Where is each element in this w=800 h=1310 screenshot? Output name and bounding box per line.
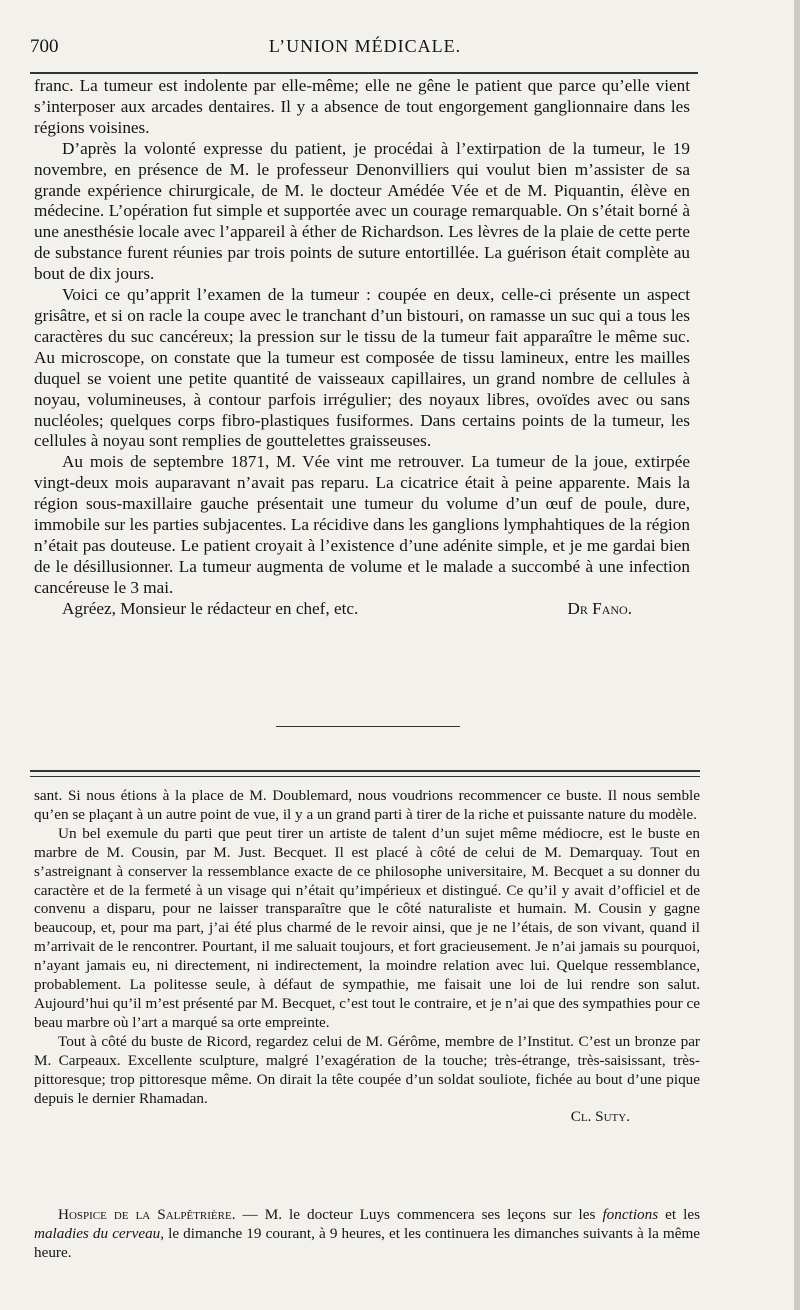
header-rule [30,72,698,74]
feuilleton-rule [30,770,700,777]
author-signature: Dr Fano. [567,598,632,618]
article-body [34,76,690,620]
announcement-italic: fonctions [602,1206,659,1223]
article-paragraph: franc. La tumeur est indolente par elle-même; elle ne gêne le patient que parce qu’elle vient s’interposer aux arcades dentaires. Il y a absence de tout engorgement ganglionnaire dans les régions voisines. [34,76,690,137]
closing-line: Agréez, Monsieur le rédacteur en chef, etc. [62,598,359,618]
feuilleton-paragraph: Tout à côté du buste de Ricord, regardez celui de M. Gérôme, membre de l’Institut. C’est un bronze par M. Carpeaux. Excellente sculpture, malgré l’exagération de la touche; très-étrange, très-saisissant, très-pittoresque; trop pittoresque même. On dirait la tête coupée d’un soldat souliote, fichée au bout d’une pique depuis le dernier Rhamadan. [34,1032,700,1107]
feuilleton-paragraph: sant. Si nous étions à la place de M. Doublemard, nous voudrions recommencer ce buste. Il nous semble qu’en se plaçant à un autre point de vue, il y a un grand parti à tirer de la riche et puissante nature du modèle. [34,787,700,823]
page-number: 700 [30,36,59,57]
running-title: L’UNION MÉDICALE. [268,36,462,56]
page-edge [794,0,800,1310]
feuilleton-signature: Cl. Suty. [570,1108,630,1126]
announcement-heading: Hospice de la Salpêtrière. [58,1206,236,1223]
announcement-text: et les [658,1206,701,1223]
article-signoff [34,599,690,620]
section-divider [276,726,460,727]
feuilleton-body [34,787,700,1127]
article-paragraph: D’après la volonté expresse du patient, je procédai à l’extirpation de la tumeur, le 19 novembre, en présence de M. le professeur Denonvilliers qui voulut bien m’assister de sa grande expérience chirurgicale, de M. le docteur Amédée Vée et de M. Piquantin, élève en médecine. L’opération fut simple et supportée avec un courage remarquable. On s’était borné à une anesthésie locale avec l’appareil à éther de Richardson. Les lèvres de la plaie de cette perte de substance furent réunies par trois points de suture entortillée. La guérison était complète au bout de dix jours. [34,138,690,284]
announcement-text: , le dimanche 19 courant, à 9 heures, et les continuera les dimanches suivants à la même heure. [34,1224,700,1261]
article-paragraph: Au mois de septembre 1871, M. Vée vint me retrouver. La tumeur de la joue, extirpée vingt-deux mois auparavant n’avait pas reparu. La cicatrice était à peine apparente. Mais la région sous-maxillaire gauche présentait une tumeur du volume d’un œuf de poule, dure, immobile sur les parties subjacentes. La récidive dans les ganglions lymphahtiques de la région n’était pas douteuse. Le patient croyait à l’existence d’une adénite simple, et je me gardai bien de le désillusionner. La tumeur augmenta de volume et le malade a succombé à une infection cancéreuse le 3 mai. [34,452,690,597]
announcement-text: M. le docteur Luys commencera ses leçons sur les [264,1206,603,1223]
announcement-italic: maladies du cerveau [34,1224,161,1242]
feuilleton-paragraph: Un bel exemule du parti que peut tirer un artiste de talent d’un sujet même médiocre, est le buste en marbre de M. Cousin, par M. Just. Becquet. Il est placé à côté de celui de M. Demarquay. Tout en s’astreignant à conserver la ressemblance exacte de ce philosophe universitaire, M. Becquet a su donner du caractère et de la fermeté à un visage qui n’était qu’impérieux et distingué. Ce qu’il y avait d’officiel et de convenu a disparu, pour ne laisser transparaître que le côté naturaliste et humain. M. Cousin y gagne beaucoup, et, pour ma part, j’ai été plus charmé de le revoir ainsi, que je ne l’étais, de son vivant, quand il m’arrivait de le rencontrer. Pourtant, il me saluait toujours, et fort gracieusement. Je n’ai jamais su pourquoi, n’ayant jamais eu, ni directement, ni indirectement, la moindre relation avec lui. Quelque ressemblance, probablement. La politesse seule, à défaut de sympathie, me faisait une loi de lui rendre son salut. Aujourd’hui qu’il m’est présenté par M. Becquet, c’est tout le contraire, et je n’ai que des sympathies pour ce beau marbre où l’art a marqué sa orte empreinte. [34,824,700,1031]
announcement [34,1206,700,1263]
article-paragraph: Voici ce qu’apprit l’examen de la tumeur : coupée en deux, celle-ci présente un aspect grisâtre, et si on racle la coupe avec le tranchant d’un bistouri, on ramasse un suc qui a tous les caractères du suc cancéreux; la pression sur le tissu de la tumeur fait apparaître le même suc. Au microscope, on constate que la tumeur est composée de tissu lamineux, entre les mailles duquel se voient une petite quantité de vaisseaux capillaires, un grand nombre de cellules à noyau, volumineuses, à contour parfois irrégulier; des noyaux libres, ovoïdes avec ou sans nucléoles; quelques corps fibro-plastiques fusiformes. Dans certains points de la tumeur, les cellules à noyau sont remplies de gouttelettes graisseuses. [34,285,690,451]
announcement-dash: — [235,1206,265,1223]
page-header [30,36,700,62]
